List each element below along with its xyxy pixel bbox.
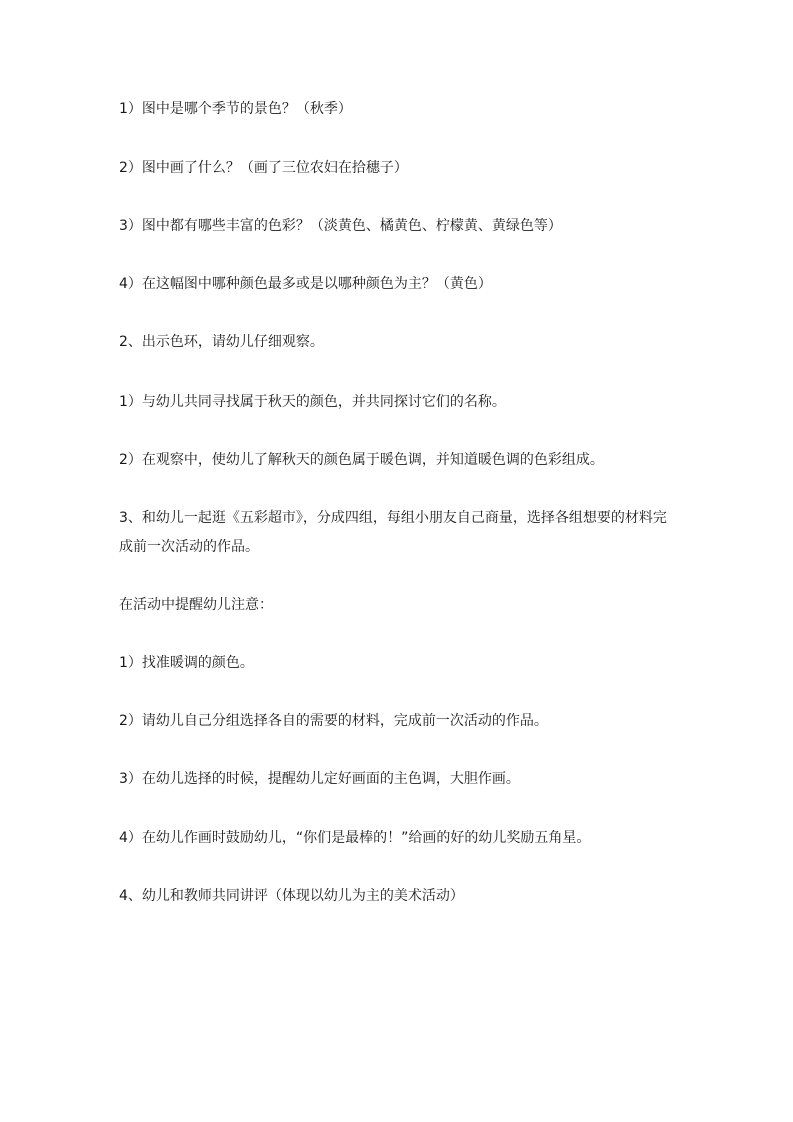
reminder-heading: 在活动中提醒幼儿注意： bbox=[119, 597, 273, 613]
step-show-color-wheel: 2、出示色环，请幼儿仔细观察。 bbox=[119, 334, 324, 350]
substep-find-autumn-colors: 1）与幼儿共同寻找属于秋天的颜色，并共同探讨它们的名称。 bbox=[119, 394, 506, 410]
question-main-color: 4）在这幅图中哪种颜色最多或是以哪种颜色为主？（黄色） bbox=[119, 276, 492, 292]
reminder-warm-colors: 1）找准暖调的颜色。 bbox=[119, 655, 254, 671]
step-colorful-supermarket: 3、和幼儿一起逛《五彩超市》，分成四组，每组小朋友自己商量，选择各组想要的材料完成前一次活动的作品。 bbox=[119, 510, 667, 555]
substep-warm-tones: 2）在观察中，使幼儿了解秋天的颜色属于暖色调，并知道暖色调的色彩组成。 bbox=[119, 452, 604, 468]
reminder-choose-materials: 2）请幼儿自己分组选择各自的需要的材料，完成前一次活动的作品。 bbox=[119, 713, 548, 729]
reminder-main-tone: 3）在幼儿选择的时候，提醒幼儿定好画面的主色调，大胆作画。 bbox=[119, 771, 520, 787]
reminder-encourage: 4）在幼儿作画时鼓励幼儿，“你们是最棒的！”给画的好的幼儿奖励五角星。 bbox=[119, 830, 591, 846]
question-colors: 3）图中都有哪些丰富的色彩？（淡黄色、橘黄色、柠檬黄、黄绿色等） bbox=[119, 218, 562, 234]
step-review: 4、幼儿和教师共同讲评（体现以幼儿为主的美术活动） bbox=[119, 888, 464, 904]
question-content: 2）图中画了什么？（画了三位农妇在拾穗子） bbox=[119, 160, 408, 176]
question-season: 1）图中是哪个季节的景色？（秋季） bbox=[119, 101, 352, 117]
